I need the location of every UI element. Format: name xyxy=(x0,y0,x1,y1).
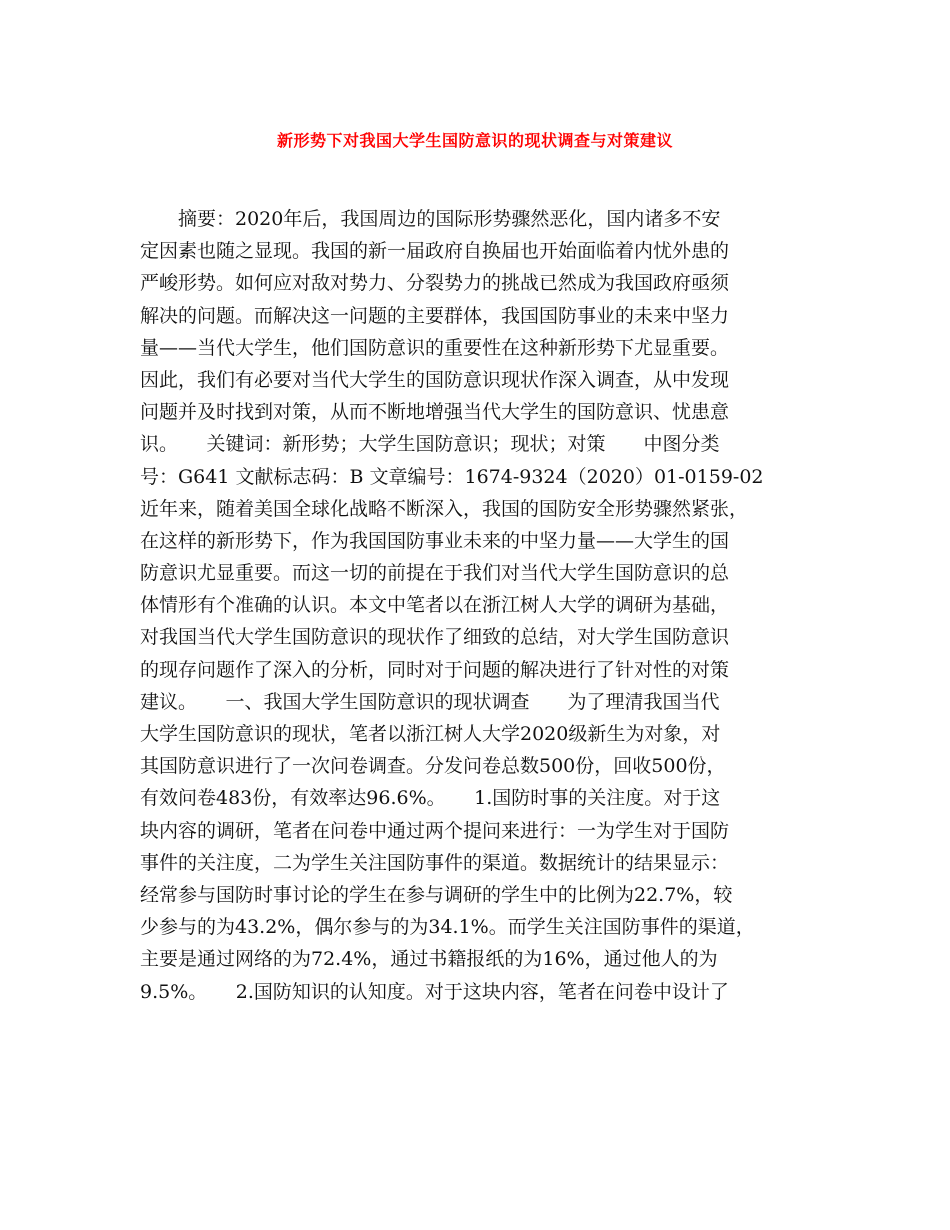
body-line: 块内容的调研，笔者在问卷中通过两个提问来进行：一为学生对于国防 xyxy=(140,819,730,842)
body-line: 9.5%。 2.国防知识的认知度。对于这块内容，笔者在问卷中设计了 xyxy=(140,980,729,1003)
body-line: 对我国当代大学生国防意识的现状作了细致的总结，对大学生国防意识 xyxy=(140,626,730,649)
body-line: 严峻形势。如何应对敌对势力、分裂势力的挑战已然成为我国政府亟须 xyxy=(140,272,730,295)
body-line: 问题并及时找到对策，从而不断地增强当代大学生的国防意识、忧患意 xyxy=(140,401,730,424)
body-line: 体情形有个准确的认识。本文中笔者以在浙江树人大学的调研为基础， xyxy=(140,594,730,617)
body-line: 在这样的新形势下，作为我国国防事业未来的中坚力量——大学生的国 xyxy=(140,529,730,552)
body-line: 防意识尤显重要。而这一切的前提在于我们对当代大学生国防意识的总 xyxy=(140,562,730,585)
body-line: 大学生国防意识的现状，笔者以浙江树人大学2020级新生为对象，对 xyxy=(140,723,721,745)
body-line: 近年来，随着美国全球化战略不断深入，我国的国防安全形势骤然紧张， xyxy=(140,497,749,520)
body-line: 摘要：2020年后，我国周边的国际形势骤然恶化，国内诸多不安 xyxy=(140,208,721,230)
document-body xyxy=(140,203,820,1008)
body-line: 少参与的为43.2%，偶尔参与的为34.1%。而学生关注国防事件的渠道， xyxy=(140,916,755,939)
document-title: 新形势下对我国大学生国防意识的现状调查与对策建议 xyxy=(276,131,673,150)
body-line: 有效问卷483份，有效率达96.6%。 1.国防时事的关注度。对于这 xyxy=(140,787,721,810)
body-line: 事件的关注度，二为学生关注国防事件的渠道。数据统计的结果显示： xyxy=(140,851,730,874)
body-line: 定因素也随之显现。我国的新一届政府自换届也开始面临着内忧外患的 xyxy=(140,240,730,263)
body-line: 号：G641 文献标志码：B 文章编号：1674-9324（2020）01-0159-02 xyxy=(140,465,764,488)
body-line: 识。 关键词：新形势；大学生国防意识；现状；对策 中图分类 xyxy=(140,433,720,456)
body-line: 其国防意识进行了一次问卷调查。分发问卷总数500份，回收500份， xyxy=(140,755,726,778)
body-line: 建议。 一、我国大学生国防意识的现状调查 为了理清我国当代 xyxy=(140,690,720,713)
body-line: 主要是通过网络的为72.4%，通过书籍报纸的为16%，通过他人的为 xyxy=(140,948,718,971)
body-line: 因此，我们有必要对当代大学生的国防意识现状作深入调查，从中发现 xyxy=(140,368,730,391)
body-line: 经常参与国防时事讨论的学生在参与调研的学生中的比例为22.7%，较 xyxy=(140,883,733,906)
body-line: 解决的问题。而解决这一问题的主要群体，我国国防事业的未来中坚力 xyxy=(140,304,730,327)
body-line: 量——当代大学生，他们国防意识的重要性在这种新形势下尤显重要。 xyxy=(140,336,730,359)
body-line: 的现存问题作了深入的分析，同时对于问题的解决进行了针对性的对策 xyxy=(140,658,730,681)
